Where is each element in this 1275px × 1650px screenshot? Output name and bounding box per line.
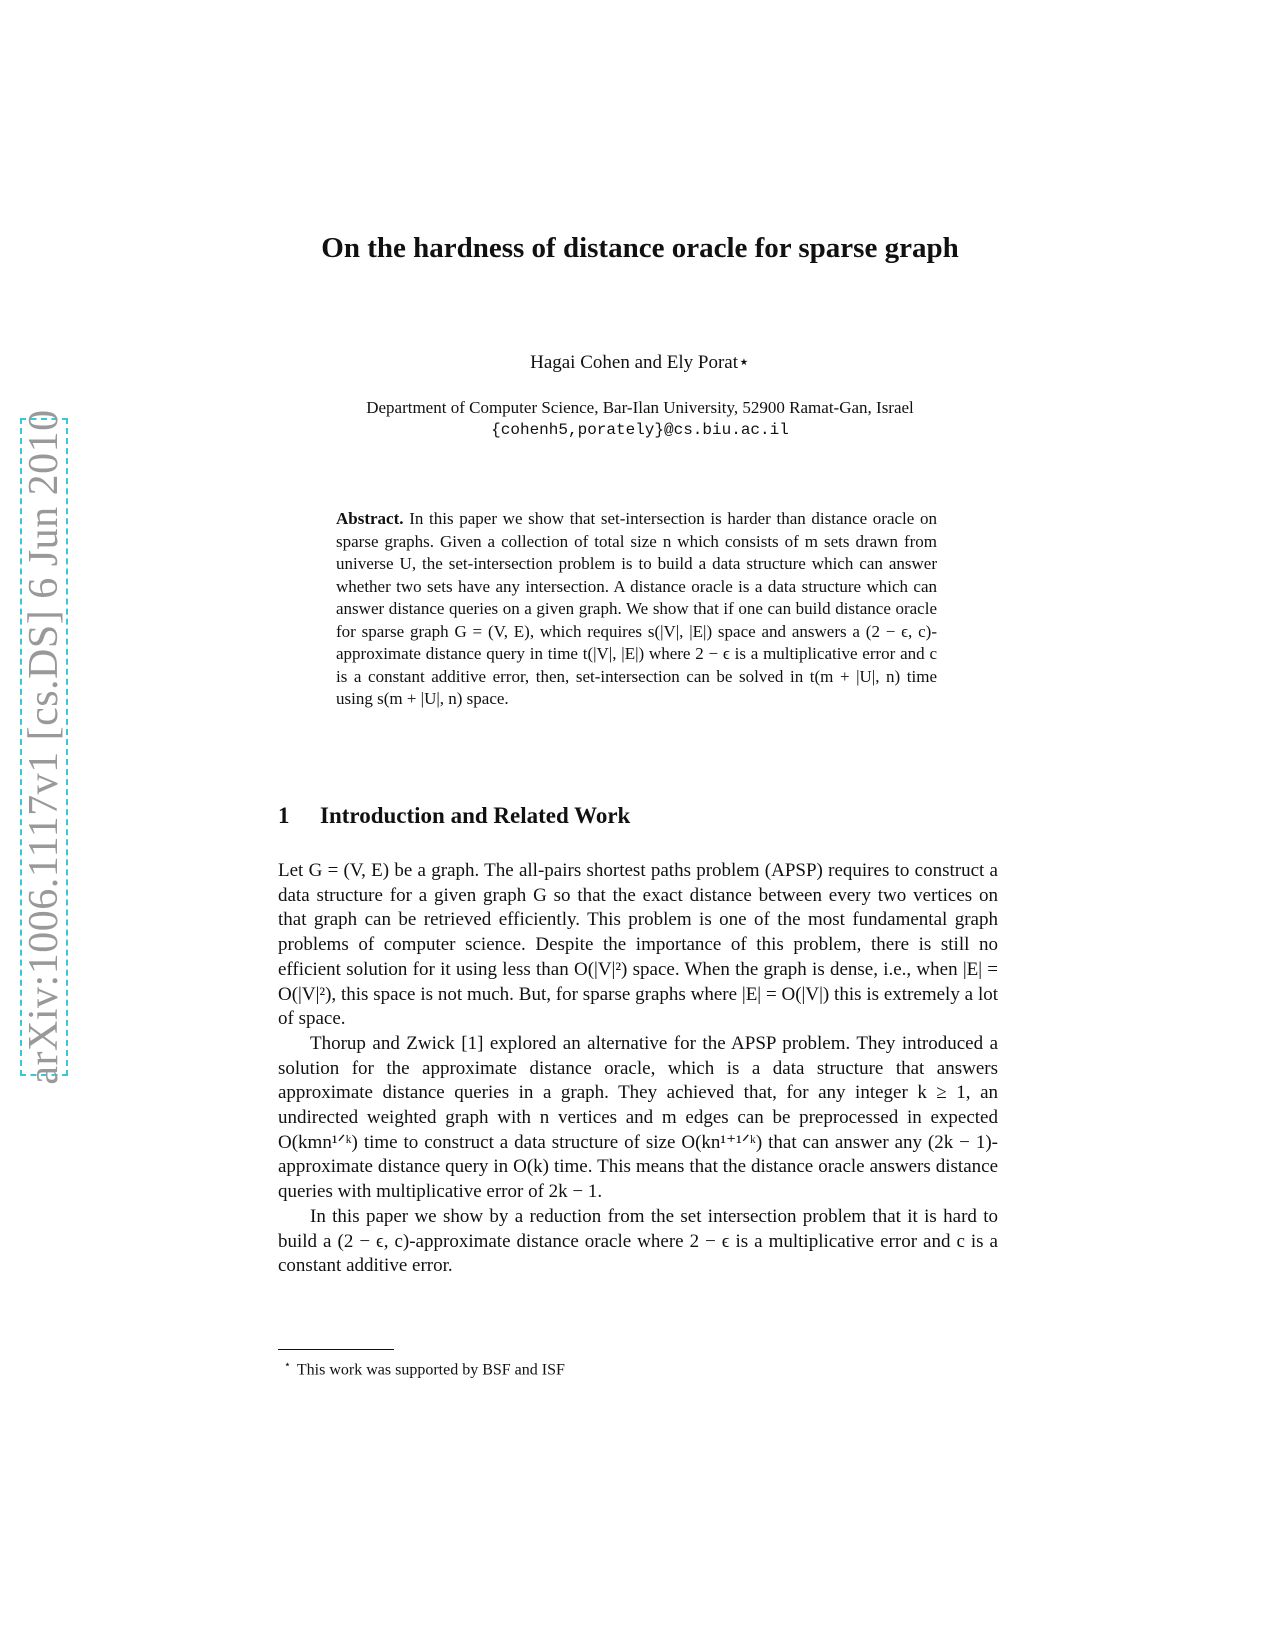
footnote-marker: ⋆: [284, 1359, 291, 1371]
footnote: [284, 1355, 984, 1380]
paper-email: {cohenh5,porately}@cs.biu.ac.il: [491, 421, 789, 439]
paper-affiliation: Department of Computer Science, Bar-Ilan University, 52900 Ramat-Gan, Israel: [366, 398, 914, 417]
body-paragraph: In this paper we show by a reduction from the set intersection problem that it is hard to build a (2 − ϵ, c)-approximate distance oracle where 2 − ϵ is a multiplicative error and c is a constant additive error.: [278, 1205, 998, 1277]
section-title: Introduction and Related Work: [320, 803, 631, 828]
paper-title: On the hardness of distance oracle for sparse graph: [321, 232, 959, 264]
abstract: [336, 508, 937, 711]
body-paragraph: Thorup and Zwick [1] explored an alternative for the APSP problem. They introduced a solution for the approximate distance oracle, which is a data structure that answers approximate distance queries in a graph. They achieved that, for any integer k ≥ 1, an undirected weighted graph with n vertices and m edges can be preprocessed in expected O(kmn¹ᐟᵏ) time to construct a data structure of size O(kn¹⁺¹ᐟᵏ) that can answer any (2k − 1)-approximate distance query in O(k) time. This means that the distance oracle answers distance queries with multiplicative error of 2k − 1.: [278, 1032, 998, 1203]
section-number: 1: [278, 803, 290, 828]
abstract-label: Abstract.: [336, 509, 404, 528]
footnote-text: This work was supported by BSF and ISF: [296, 1361, 565, 1379]
paper-authors: Hagai Cohen and Ely Porat⋆: [530, 352, 750, 373]
body-paragraph: Let G = (V, E) be a graph. The all-pairs shortest paths problem (APSP) requires to construct a data structure for a given graph G so that the exact distance between every two vertices on that graph can be retrieved efficiently. This problem is one of the most fundamental graph problems of computer science. Despite the importance of this problem, there is still no efficient solution for it using less than O(|V|²) space. When the graph is dense, i.e., when |E| = O(|V|²), this space is not much. But, for sparse graphs where |E| = O(|V|) this is extremely a lot of space.: [278, 860, 998, 1030]
section-body: [278, 859, 998, 1279]
arxiv-stamp: [20, 409, 68, 1085]
arxiv-id: arXiv:1006.1117v1 [cs.DS] 6 Jun 2010: [21, 409, 67, 1085]
footnote-rule: [278, 1349, 394, 1350]
abstract-text: In this paper we show that set-intersection is harder than distance oracle on sparse graphs. Given a collection of total size n which consists of m sets drawn from universe U, the set-intersection problem is to build a data structure which can answer whether two sets have any intersection. A distance oracle is a data structure which can answer distance queries on a given graph. We show that if one can build distance oracle for sparse graph G = (V, E), which requires s(|V|, |E|) space and answers a (2 − ϵ, c)-approximate distance query in time t(|V|, |E|) where 2 − ϵ is a multiplicative error and c is a constant additive error, then, set-intersection can be solved in t(m + |U|, n) time using s(m + |U|, n) space.: [336, 509, 937, 708]
section-heading: [278, 801, 998, 831]
